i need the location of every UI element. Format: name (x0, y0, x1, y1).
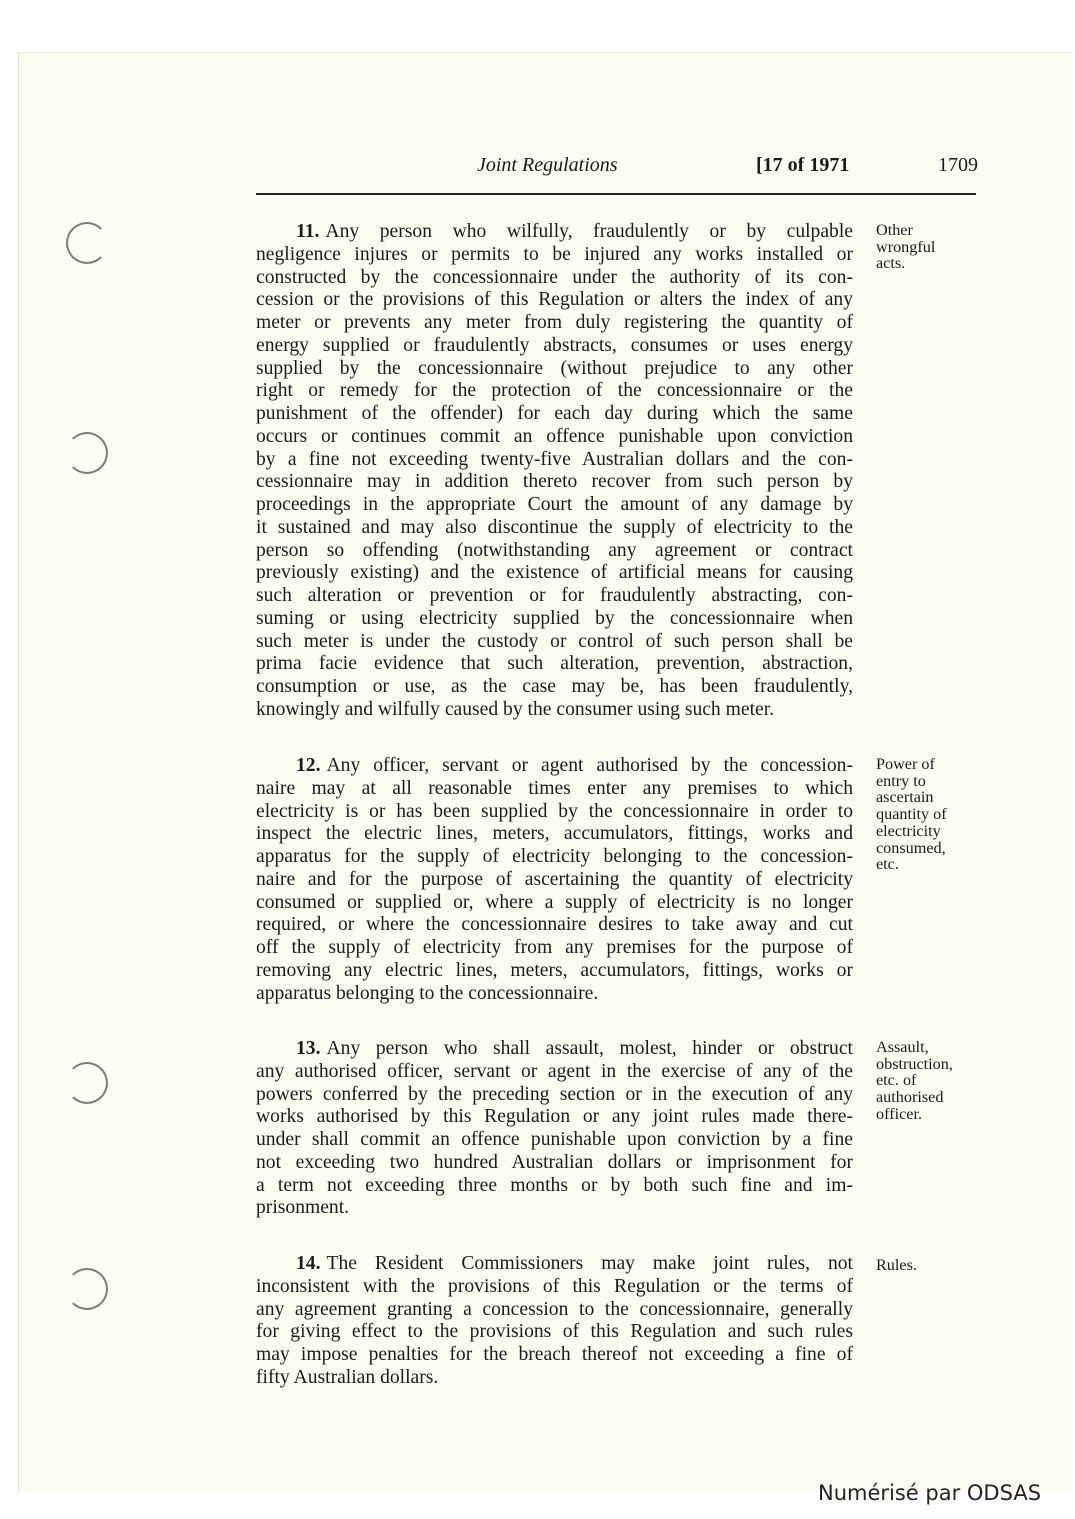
text-line: naire may at all reasonable times enter any premises to which (256, 777, 853, 799)
text-line: naire and for the purpose of ascertaining the quantity of electricity (256, 868, 853, 890)
section-number: 12. (296, 755, 321, 776)
text-line: cessionnaire may in addition thereto recover from such person by (256, 471, 853, 493)
margin-note-12 (876, 756, 947, 873)
text-line: energy supplied or fraudulently abstracts, consumes or uses energy (256, 334, 853, 356)
text-line: occurs or continues commit an offence punishable upon conviction (256, 425, 853, 447)
punch-hole (66, 432, 108, 474)
text-line: for giving effect to the provisions of this Regulation and such rules (256, 1321, 853, 1343)
line-text: Any officer, servant or agent authorised by the concession- (326, 755, 853, 776)
page-number: 1709 (938, 154, 978, 176)
act-reference: [17 of 1971 (756, 154, 850, 176)
line-text: The Resident Commissioners may make joint rules, not (326, 1253, 853, 1274)
text-line: apparatus belonging to the concessionnaire. (256, 982, 599, 1004)
text-line: consumed or supplied or, where a supply of electricity is no longer (256, 891, 853, 913)
text-line: by a fine not exceeding twenty-five Australian dollars and the con- (256, 448, 853, 470)
text-line: powers conferred by the preceding section or in the execution of any (256, 1083, 853, 1105)
text-line: cession or the provisions of this Regulation or alters the index of any (256, 289, 853, 311)
margin-note-line: electricity (876, 821, 941, 840)
line-text: Any person who wilfully, fraudulently or by culpable (325, 221, 853, 242)
text-line: any agreement granting a concession to the concessionnaire, generally (256, 1298, 853, 1320)
margin-note-line: authorised (876, 1088, 944, 1107)
margin-note-line: Assault, (876, 1038, 929, 1056)
section-14 (256, 1253, 853, 1390)
text-line: apparatus for the supply of electricity belonging to the concession- (256, 846, 853, 867)
section-number: 11. (296, 221, 320, 242)
text-line: suming or using electricity supplied by the concessionnaire when (256, 607, 853, 629)
text-line: under shall commit an offence punishable upon conviction by a fine (256, 1129, 853, 1150)
text-line: proceedings in the appropriate Court the amount of any damage by (256, 494, 853, 515)
text-line (256, 1038, 853, 1061)
text-line: inspect the electric lines, meters, accumulators, fittings, works and (256, 823, 853, 845)
margin-note-13 (876, 1039, 953, 1123)
margin-note-line: acts. (876, 254, 906, 273)
text-line: knowingly and wilfully caused by the consumer using such meter. (256, 698, 775, 720)
section-number: 13. (296, 1038, 321, 1059)
punch-hole (66, 1268, 108, 1310)
text-line: electricity is or has been supplied by the concessionnaire in order to (256, 800, 853, 822)
text-line (256, 221, 853, 244)
punch-hole (66, 222, 108, 264)
margin-note-14 (876, 1257, 917, 1274)
margin-note-line: wrongful (876, 237, 936, 256)
margin-note-line: quantity of (876, 805, 947, 824)
running-title: Joint Regulations (477, 154, 618, 176)
punch-hole (66, 1062, 108, 1104)
margin-note-line: Power of (876, 755, 935, 773)
text-line: supplied by the concessionnaire (without prejudice to any other (256, 357, 853, 379)
text-line: it sustained and may also discontinue the supply of electricity to the (256, 516, 853, 538)
text-line: punishment of the offender) for each day during which the same (256, 403, 853, 424)
text-line: such alteration or prevention or for fraudulently abstracting, con- (256, 585, 853, 606)
digitization-credit: Numérisé par ODSAS (818, 1481, 1042, 1505)
section-12 (256, 755, 853, 1005)
text-line: meter or prevents any meter from duly registering the quantity of (256, 312, 853, 333)
margin-note-line: entry to (876, 771, 926, 790)
text-line: works authorised by this Regulation or any joint rules made there- (256, 1106, 853, 1128)
text-line: fifty Australian dollars. (256, 1366, 439, 1388)
text-line: previously existing) and the existence of artificial means for causing (256, 562, 853, 584)
text-line: constructed by the concessionnaire under the authority of its con- (256, 266, 853, 288)
text-line: removing any electric lines, meters, accumulators, fittings, works or (256, 959, 853, 981)
text-line (256, 755, 853, 778)
text-line: any authorised officer, servant or agent in the exercise of any of the (256, 1060, 853, 1082)
header-rule (256, 193, 976, 195)
margin-note-line: obstruction, (876, 1054, 953, 1073)
margin-note-11 (876, 222, 935, 272)
margin-note-line: etc. of (876, 1071, 917, 1090)
text-line: inconsistent with the provisions of this Regulation or the terms of (256, 1275, 853, 1297)
text-line: off the supply of electricity from any premises for the purpose of (256, 937, 853, 958)
margin-note-line: Other (876, 221, 913, 239)
text-line: prima facie evidence that such alteration, prevention, abstraction, (256, 653, 853, 675)
text-line: such meter is under the custody or control of such person shall be (256, 630, 853, 652)
text-line: person so offending (notwithstanding any agreement or contract (256, 539, 853, 561)
text-line: may impose penalties for the breach thereof not exceeding a fine of (256, 1344, 853, 1365)
section-number: 14. (296, 1253, 321, 1274)
section-13 (256, 1038, 853, 1220)
text-line: a term not exceeding three months or by both such fine and im- (256, 1174, 853, 1196)
text-line: prisonment. (256, 1197, 350, 1219)
margin-note-line: officer. (876, 1104, 922, 1123)
line-text: Any person who shall assault, molest, hinder or obstruct (326, 1038, 853, 1059)
section-11 (256, 221, 853, 722)
margin-note-line: ascertain (876, 788, 934, 807)
margin-note-line: etc. (876, 855, 899, 874)
text-line: not exceeding two hundred Australian dollars or imprisonment for (256, 1151, 853, 1173)
text-line (256, 1253, 853, 1276)
text-line: right or remedy for the protection of the concessionnaire or the (256, 380, 853, 402)
margin-note-line: consumed, (876, 838, 946, 857)
text-line: consumption or use, as the case may be, has been fraudulently, (256, 676, 853, 697)
text-line: negligence injures or permits to be injured any works installed or (256, 243, 853, 265)
margin-note-line: Rules. (876, 1256, 917, 1274)
text-line: required, or where the concessionnaire desires to take away and cut (256, 914, 853, 936)
